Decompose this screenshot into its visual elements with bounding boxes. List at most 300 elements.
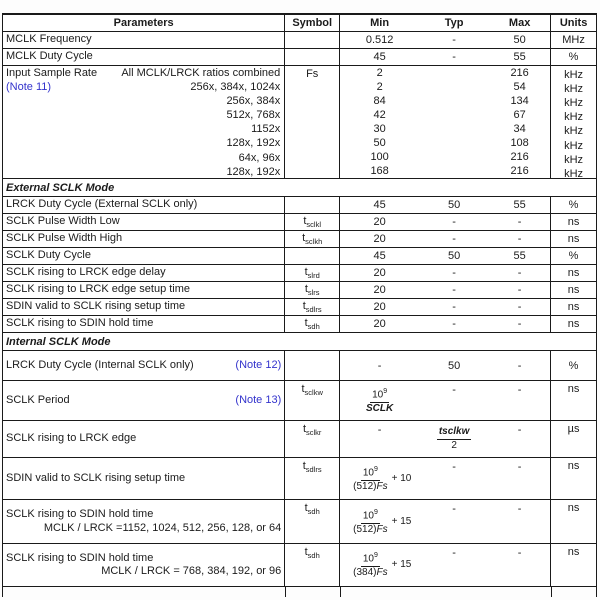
param-text-block [6, 317, 281, 331]
param-title: Input Sample Rate [6, 67, 98, 79]
param-label: LRCK Duty Cycle (External SCLK only) [6, 198, 198, 211]
param-text-block [6, 300, 281, 314]
max-value [489, 248, 550, 264]
min-text: 0.512 [365, 34, 394, 46]
min-value: 168 [370, 165, 389, 177]
values-cell [339, 265, 550, 281]
numerator-base: 10 [362, 553, 374, 565]
note-link[interactable]: (Note 11) [6, 81, 52, 94]
table-row [3, 500, 596, 544]
min-value [340, 265, 419, 281]
symbol-cell [284, 316, 339, 332]
typ-text: - [452, 461, 456, 473]
symbol-subscript: slrs [307, 288, 320, 298]
units-value: kHz [564, 111, 584, 124]
param-cell [3, 231, 284, 247]
min-value: 30 [373, 123, 386, 135]
table-header-row [3, 15, 596, 32]
section-header-row [3, 333, 596, 350]
symbol-base: t [302, 423, 307, 435]
values-area [340, 49, 550, 65]
values-area [340, 231, 550, 247]
min-text: 20 [373, 233, 386, 245]
values-area [340, 421, 550, 457]
min-value [340, 231, 419, 247]
units-cell [550, 197, 596, 213]
fraction-numerator [361, 508, 380, 524]
param-line [6, 300, 281, 314]
values-cell [339, 500, 550, 543]
values-line [340, 150, 550, 164]
min-value [340, 500, 419, 543]
typ-text: - [452, 51, 456, 63]
units-cell [550, 265, 596, 281]
symbol-cell [284, 231, 339, 247]
param-label: LRCK Duty Cycle (Internal SCLK only) [6, 358, 194, 371]
param-text-block [6, 472, 281, 486]
parameters-table [2, 13, 597, 587]
values-cell [339, 231, 550, 247]
min-text: - [377, 359, 382, 372]
typ-text: - [452, 547, 456, 559]
values-cell [339, 49, 550, 65]
fraction-denominator [366, 403, 393, 415]
table-row [3, 231, 596, 248]
units-value: kHz [564, 97, 584, 110]
max-value: 54 [513, 81, 526, 93]
min-text: - [377, 424, 382, 436]
values-line [340, 164, 550, 178]
column-border-stub [340, 586, 341, 597]
max-value: 216 [510, 165, 529, 177]
formula [366, 387, 393, 414]
typ-value [419, 231, 489, 247]
values-area [340, 351, 550, 380]
max-value [489, 214, 550, 230]
param-text-block [6, 198, 281, 212]
fraction-numerator [370, 387, 389, 403]
header-parameters-label: Parameters [113, 17, 174, 29]
symbol-cell [284, 458, 339, 499]
min-value: 42 [373, 109, 386, 121]
values-line [340, 108, 550, 122]
units-cell [550, 248, 596, 264]
typ-value [419, 49, 489, 65]
ratio-label: 1152x [251, 123, 281, 136]
ratio-label: 64x, 96x [238, 151, 281, 164]
max-text: - [517, 267, 522, 279]
typ-value [419, 248, 489, 264]
denominator-plain: 2 [451, 439, 457, 451]
min-text: 20 [373, 301, 386, 313]
typ-value [419, 421, 489, 457]
units-cell [550, 421, 596, 457]
values-area [340, 214, 550, 230]
denominator-italic: Fs [376, 480, 388, 492]
symbol-base: t [304, 502, 308, 514]
typ-value [419, 381, 489, 420]
denominator-italic: Fs [376, 567, 388, 579]
symbol-base: t [302, 299, 306, 312]
min-value [340, 49, 419, 65]
numerator-italic: tsclkw [438, 426, 470, 437]
units-value: µs [567, 423, 580, 435]
values-area [340, 265, 550, 281]
units-value: % [568, 359, 579, 372]
param-text-block [6, 508, 281, 535]
values-line [340, 122, 550, 136]
typ-value [419, 214, 489, 230]
values-cell [339, 316, 550, 332]
param-text-block [6, 249, 281, 263]
formula [437, 427, 472, 451]
max-text: - [517, 503, 522, 515]
header-parameters-cell [3, 15, 284, 31]
fraction-numerator [361, 551, 380, 567]
param-line [6, 50, 281, 64]
param-label: SCLK rising to SDIN hold time [6, 317, 154, 330]
values-cell [339, 197, 550, 213]
symbol-text [305, 546, 320, 560]
column-border-stub [551, 586, 552, 597]
min-value [340, 351, 419, 380]
max-text: 55 [513, 199, 526, 211]
table-row [3, 214, 596, 231]
values-area [340, 316, 550, 332]
param-cell [3, 351, 284, 380]
symbol-cell [284, 248, 339, 264]
max-value [489, 299, 550, 315]
typ-text: - [452, 284, 456, 296]
min-value [340, 381, 419, 420]
param-line [6, 472, 281, 486]
min-text: 20 [373, 267, 386, 279]
max-value: 216 [510, 67, 529, 79]
max-value: 108 [510, 137, 529, 149]
param-title-block [6, 66, 102, 94]
symbol-cell [284, 500, 339, 543]
numerator-exponent: 9 [373, 508, 378, 516]
param-text-block [6, 232, 281, 246]
param-cell [3, 197, 284, 213]
formula [340, 465, 419, 492]
symbol-subscript: sdlrs [305, 465, 322, 475]
param-cell [3, 458, 284, 499]
units-value: ns [567, 318, 580, 330]
max-text: - [517, 233, 522, 245]
units-cell [550, 381, 596, 420]
units-cell [550, 32, 596, 48]
param-cell [3, 381, 284, 420]
units-value: ns [567, 284, 580, 296]
symbol-subscript: sclkr [306, 428, 322, 438]
symbol-subscript: sdlrs [305, 305, 322, 315]
symbol-text [302, 232, 322, 246]
param-label: SCLK rising to LRCK edge setup time [6, 283, 191, 296]
param-cell [3, 544, 284, 586]
values-cell [339, 299, 550, 315]
typ-value [419, 32, 489, 48]
param-cell [3, 421, 284, 457]
typ-value [419, 282, 489, 298]
param-text-block [6, 283, 281, 297]
units-value: kHz [564, 153, 584, 166]
symbol-text [305, 283, 320, 297]
formula [340, 551, 419, 578]
param-text-block [6, 394, 281, 408]
fraction-denominator [353, 567, 387, 579]
formula [340, 508, 419, 535]
typ-text: - [452, 233, 456, 245]
table-row [3, 299, 596, 316]
values-cell [339, 544, 550, 586]
param-label: SCLK rising to SDIN hold time [6, 551, 154, 564]
max-text: - [517, 547, 522, 559]
typ-text: - [452, 384, 456, 396]
formula-suffix: + 15 [391, 515, 412, 527]
symbol-base: t [302, 460, 306, 472]
units-cell [550, 458, 596, 499]
symbol-text [303, 300, 322, 314]
param-text-block [6, 266, 281, 280]
denominator-italic: Fs [376, 523, 388, 535]
table-row [3, 316, 596, 333]
symbol-text [301, 383, 322, 397]
header-min-label: Min [370, 17, 390, 29]
symbol-cell [284, 381, 339, 420]
values-cell [339, 15, 550, 31]
units-cell [550, 351, 596, 380]
values-area [340, 544, 550, 586]
max-value [489, 282, 550, 298]
values-area [340, 197, 550, 213]
max-text: - [517, 216, 522, 228]
symbol-subscript: sdh [307, 322, 320, 332]
header-symbol-cell [284, 15, 339, 31]
numerator-base: 10 [362, 467, 374, 479]
values-line [340, 66, 550, 80]
typ-value [419, 316, 489, 332]
min-value: 50 [373, 137, 386, 149]
units-list [551, 68, 596, 181]
param-label: SCLK Pulse Width Low [6, 215, 120, 228]
param-line [6, 266, 281, 280]
symbol-base: t [304, 265, 308, 278]
values-area [340, 458, 550, 499]
max-text: - [517, 301, 522, 313]
max-value [489, 500, 550, 543]
symbol-base: t [303, 214, 307, 227]
values-cell [339, 32, 550, 48]
param-text-block [6, 552, 281, 579]
param-line [6, 33, 281, 47]
note-link[interactable]: (Note 12) [235, 358, 282, 371]
param-cell [3, 248, 284, 264]
values-cell [339, 351, 550, 380]
units-value: ns [567, 233, 580, 245]
table-row [3, 421, 596, 458]
units-value: ns [567, 301, 580, 313]
param-line [6, 283, 281, 297]
symbol-base: t [301, 383, 305, 395]
param-cell [3, 66, 284, 178]
units-value: ns [567, 383, 580, 395]
param-line [6, 432, 281, 446]
table-row [3, 381, 596, 421]
ratio-label: 128x, 192x [226, 165, 281, 178]
max-value: 34 [513, 123, 526, 135]
ratio-label: 128x, 192x [226, 137, 281, 150]
units-cell [550, 282, 596, 298]
min-text: 45 [373, 51, 386, 63]
min-value [340, 197, 419, 213]
param-label: MCLK Frequency [6, 33, 92, 46]
min-text: 45 [373, 250, 386, 262]
section-header-label: External SCLK Mode [6, 181, 115, 194]
symbol-cell [284, 544, 339, 586]
units-value: ns [567, 267, 580, 279]
values-area [340, 248, 550, 264]
denominator-plain: (512) [353, 523, 377, 535]
typ-text: - [452, 503, 456, 515]
typ-value [419, 265, 489, 281]
typ-text: - [452, 267, 456, 279]
units-value: ns [567, 216, 580, 228]
symbol-cell [284, 265, 339, 281]
ratio-label: 512x, 768x [226, 109, 281, 122]
typ-text: - [452, 318, 456, 330]
param-label: SCLK rising to LRCK edge delay [6, 266, 166, 279]
min-text: 20 [373, 284, 386, 296]
units-value: kHz [564, 139, 584, 152]
max-value: 67 [513, 109, 526, 121]
fraction-denominator [451, 440, 457, 452]
values-area [340, 282, 550, 298]
fraction [366, 387, 393, 414]
symbol-cell [284, 421, 339, 457]
param-cell [3, 299, 284, 315]
table-row [3, 248, 596, 265]
typ-value [419, 351, 489, 380]
symbol-text [303, 215, 321, 229]
param-line [6, 198, 281, 212]
symbol-base: t [304, 316, 308, 329]
symbol-text [306, 68, 318, 80]
typ-value [419, 458, 489, 499]
numerator-base: 10 [372, 389, 384, 401]
units-value: MHz [562, 34, 585, 46]
max-value: 216 [510, 151, 529, 163]
units-cell [550, 214, 596, 230]
param-text-block [6, 50, 281, 64]
units-cell [550, 316, 596, 332]
param-text-block [6, 432, 281, 446]
symbol-base: Fs [306, 68, 319, 80]
min-value: 2 [376, 67, 383, 79]
symbol-subscript: sdh [307, 507, 320, 517]
values-cell [339, 214, 550, 230]
max-text: 55 [513, 250, 526, 262]
numerator-exponent: 9 [373, 465, 378, 473]
fraction-denominator [353, 524, 387, 536]
table-row [3, 197, 596, 214]
max-text: - [517, 461, 522, 473]
units-cell [550, 500, 596, 543]
table-row [3, 351, 596, 381]
max-text: - [517, 318, 522, 330]
min-value [340, 248, 419, 264]
max-value [489, 231, 550, 247]
symbol-cell [284, 299, 339, 315]
typ-text: 50 [448, 359, 461, 372]
param-cell [3, 316, 284, 332]
units-value: ns [567, 502, 580, 514]
typ-text: 50 [448, 250, 461, 262]
table-row [3, 282, 596, 299]
numerator-base: 10 [362, 510, 374, 522]
typ-text: - [452, 34, 456, 46]
param-label: SDIN valid to SCLK rising setup time [6, 300, 186, 313]
max-value [489, 544, 550, 586]
param-cell [3, 214, 284, 230]
header-units-cell [550, 15, 596, 31]
symbol-text [305, 502, 320, 516]
header-typ-cell [419, 15, 489, 31]
max-value [489, 381, 550, 420]
table-row [3, 333, 596, 351]
units-value: kHz [564, 125, 584, 138]
units-value: ns [567, 546, 580, 558]
header-max-cell [489, 15, 550, 31]
min-value [340, 299, 419, 315]
param-line [6, 359, 281, 373]
max-value [489, 316, 550, 332]
symbol-cell [284, 197, 339, 213]
note-link[interactable]: (Note 13) [235, 393, 282, 406]
values-area [340, 381, 550, 420]
table-row [3, 544, 596, 587]
min-value [340, 32, 419, 48]
table-row [3, 179, 596, 197]
min-value [340, 458, 419, 499]
units-cell [550, 66, 596, 178]
symbol-base: t [304, 282, 308, 295]
table-row [3, 66, 596, 179]
min-text: 20 [373, 318, 386, 330]
param-line [6, 508, 281, 522]
typ-value [419, 197, 489, 213]
symbol-cell [284, 282, 339, 298]
param-text-block [6, 33, 281, 47]
denominator-plain: (512) [353, 480, 377, 492]
param-label: SCLK rising to SDIN hold time [6, 508, 154, 520]
symbol-subscript: sdh [307, 551, 320, 561]
max-value [489, 49, 550, 65]
denominator-plain: (384) [353, 567, 377, 579]
param-line [6, 317, 281, 331]
max-value [489, 351, 550, 380]
param-line [6, 232, 281, 246]
units-cell [550, 49, 596, 65]
values-line [340, 94, 550, 108]
header-max-label: Max [508, 17, 531, 29]
values-line [340, 80, 550, 94]
section-header-row [3, 179, 596, 196]
param-line [6, 249, 281, 263]
header-typ-label: Typ [444, 17, 464, 29]
values-cell [339, 66, 550, 178]
units-value: kHz [564, 83, 584, 96]
